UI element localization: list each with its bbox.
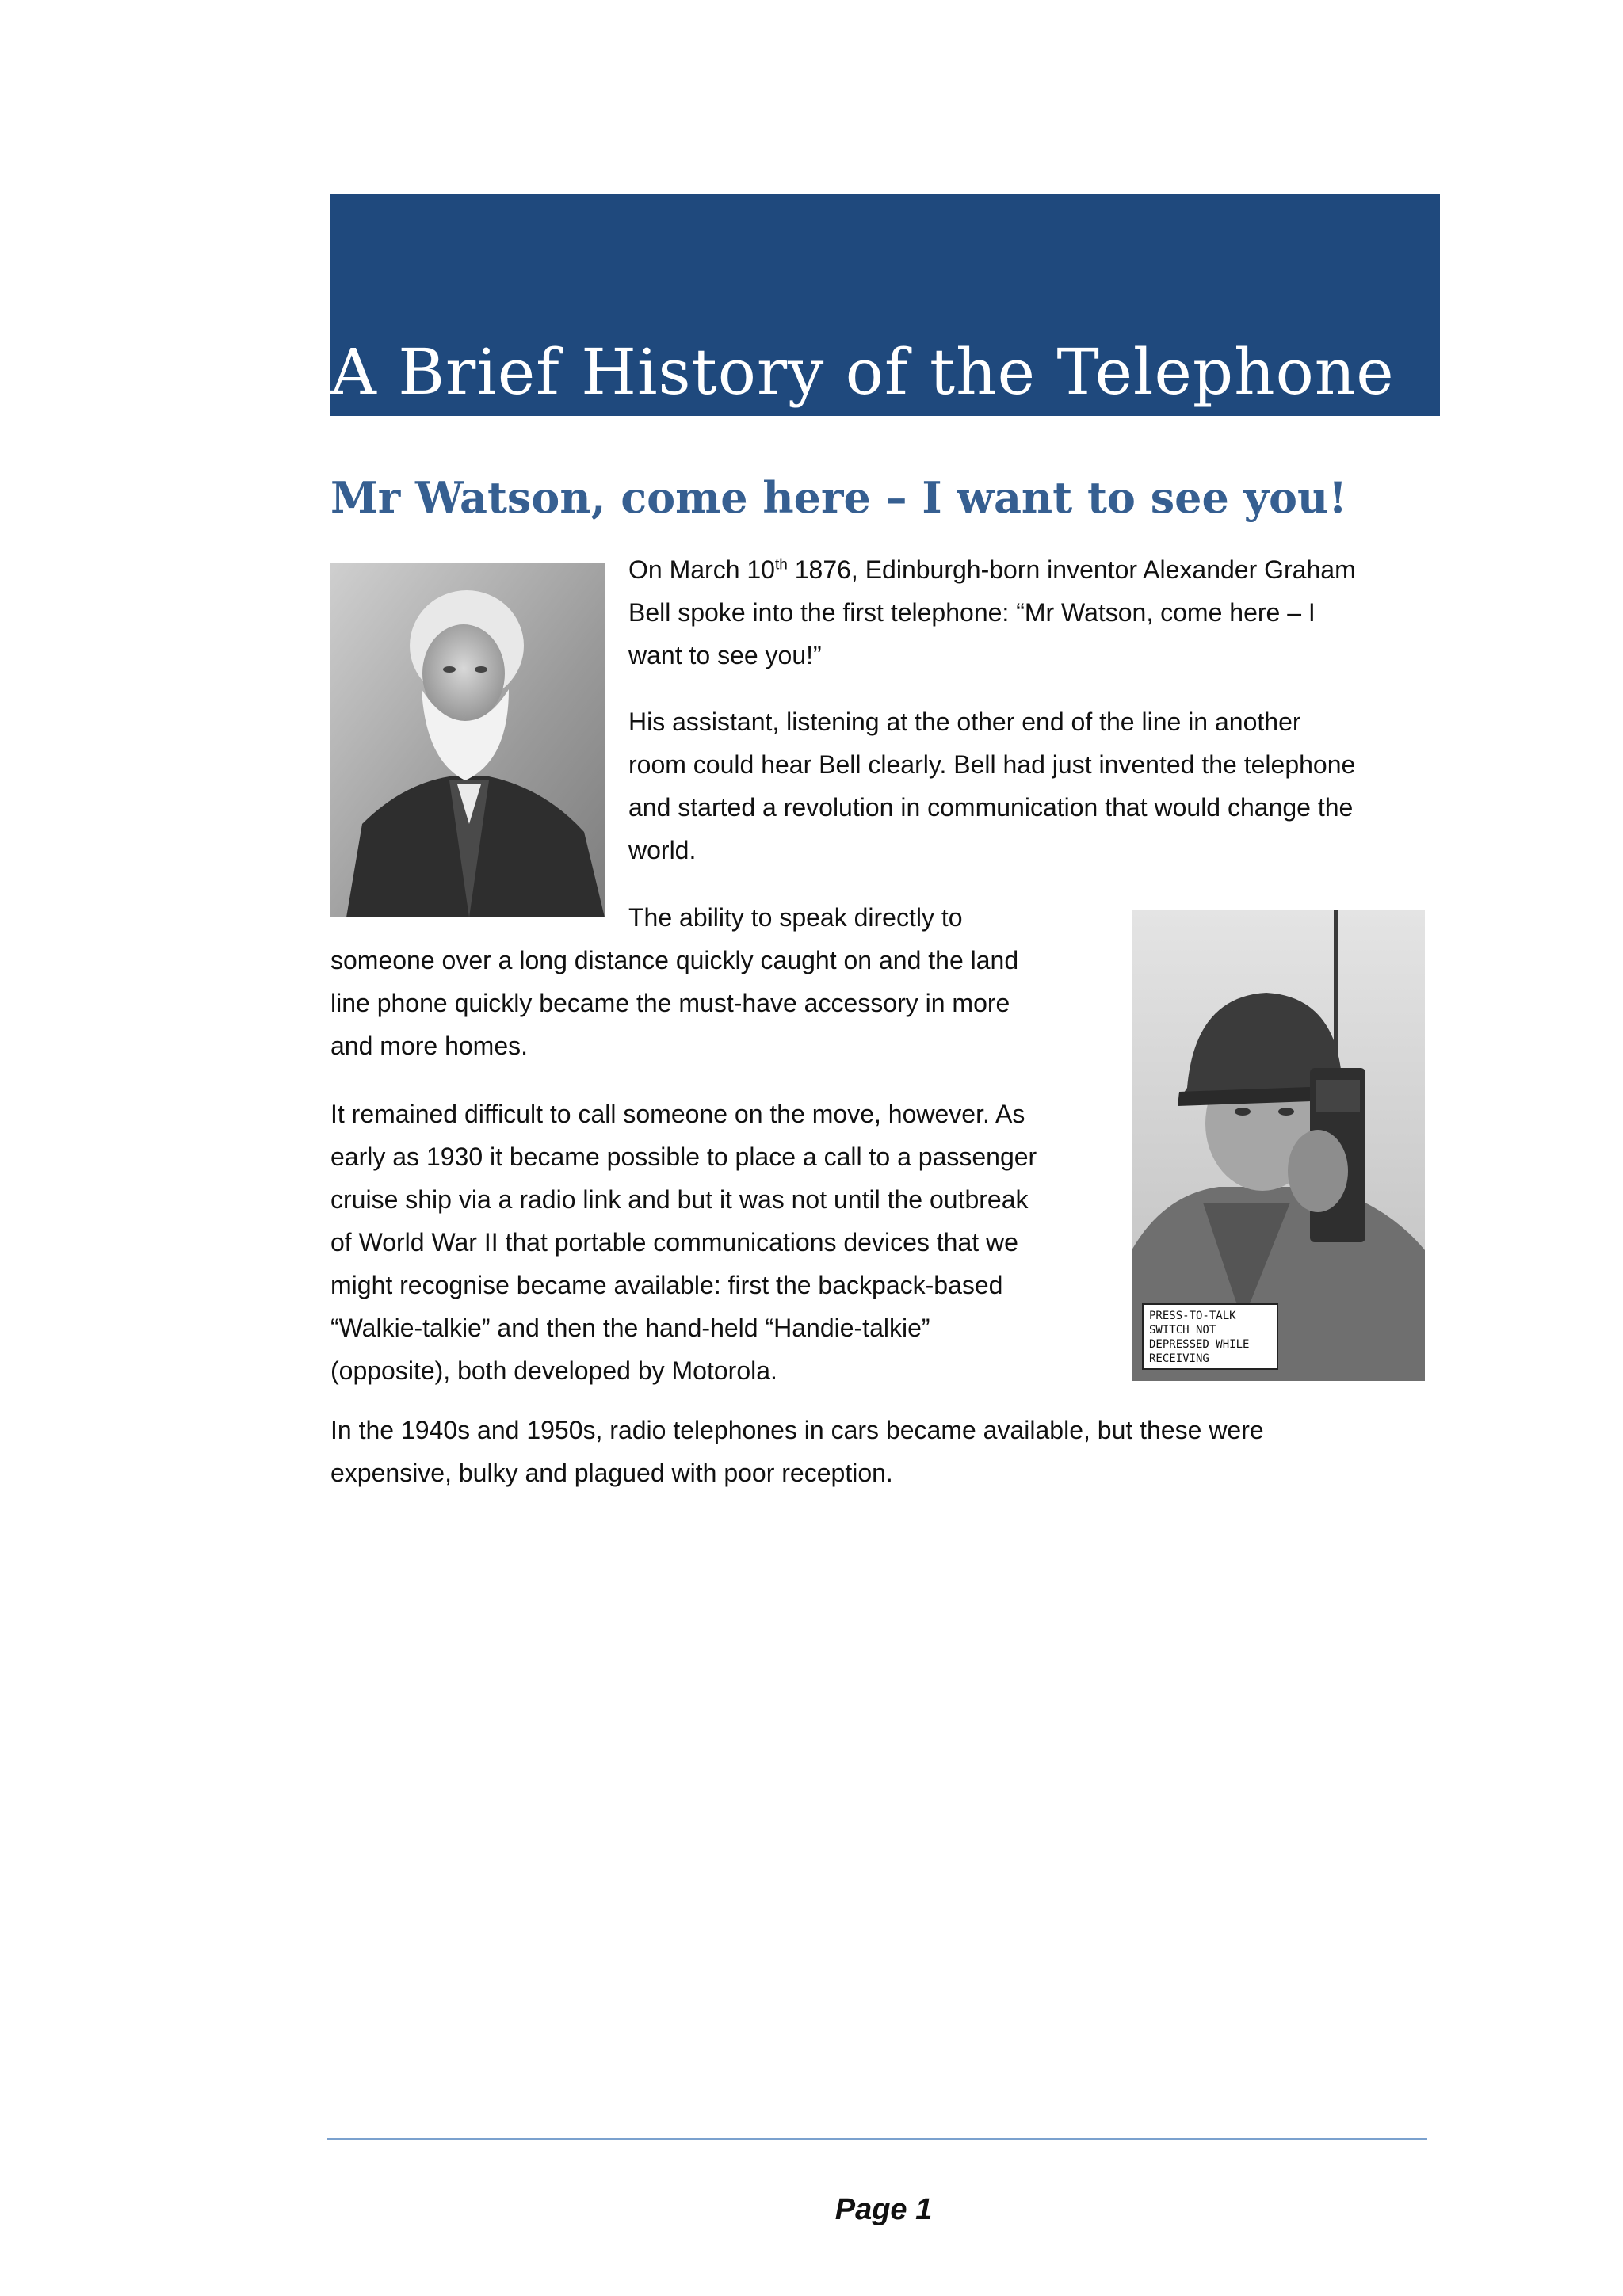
- photo-caption-line: PRESS-TO-TALK: [1149, 1310, 1236, 1322]
- paragraph-line: and started a revolution in communication that would change the: [628, 793, 1354, 822]
- paragraph-line: The ability to speak directly to: [628, 903, 963, 932]
- paragraph-line: His assistant, listening at the other end of the line in another: [628, 707, 1301, 736]
- paragraph-line: Bell spoke into the first telephone: “Mr Watson, come here – I: [628, 598, 1316, 627]
- section-heading: Mr Watson, come here – I want to see you!: [330, 472, 1347, 523]
- paragraph-assistant: [628, 700, 1355, 871]
- footer-divider: [327, 2138, 1427, 2140]
- paragraph-line: It remained difficult to call someone on the move, however. As: [330, 1100, 1025, 1128]
- page-title: A Brief History of the Telephone: [330, 335, 1395, 409]
- paragraph-line: cruise ship via a radio link and but it was not until the outbreak: [330, 1185, 1029, 1214]
- paragraph-line: and more homes.: [330, 1032, 529, 1060]
- paragraph-line: want to see you!”: [628, 641, 822, 669]
- paragraph-line: In the 1940s and 1950s, radio telephones in cars became available, but these were: [330, 1416, 1264, 1444]
- photo-caption-line: RECEIVING: [1149, 1352, 1209, 1365]
- handie-talkie-soldier-photo: [1132, 910, 1425, 1381]
- paragraph-line: room could hear Bell clearly. Bell had just invented the telephone: [628, 750, 1356, 779]
- paragraph-line: early as 1930 it became possible to place a call to a passenger: [330, 1142, 1037, 1171]
- paragraph-line: “Walkie-talkie” and then the hand-held “Handie-talkie”: [330, 1314, 930, 1342]
- paragraph-line: might recognise became available: first the backpack-based: [330, 1271, 1003, 1299]
- bell-portrait-photo: [330, 563, 605, 917]
- paragraph-line: expensive, bulky and plagued with poor reception.: [330, 1459, 893, 1487]
- paragraph-line: (opposite), both developed by Motorola.: [330, 1356, 777, 1385]
- paragraph-car-phones: [330, 1409, 1264, 1494]
- page-number: Page 1: [834, 2193, 933, 2226]
- paragraph-intro: [628, 548, 1356, 677]
- photo-caption-line: SWITCH NOT: [1149, 1324, 1216, 1337]
- photo-caption-line: DEPRESSED WHILE: [1149, 1338, 1250, 1351]
- paragraph-line: of World War II that portable communications devices that we: [330, 1228, 1018, 1257]
- paragraph-line: someone over a long distance quickly caught on and the land: [330, 946, 1019, 974]
- paragraph-landline: [330, 939, 1018, 1067]
- paragraph-line: world.: [628, 836, 697, 864]
- paragraph-mobile: [330, 1093, 1037, 1392]
- paragraph-line: On March 10th 1876, Edinburgh-born inventor Alexander Graham: [628, 555, 1356, 584]
- paragraph-line: line phone quickly became the must-have accessory in more: [330, 989, 1010, 1017]
